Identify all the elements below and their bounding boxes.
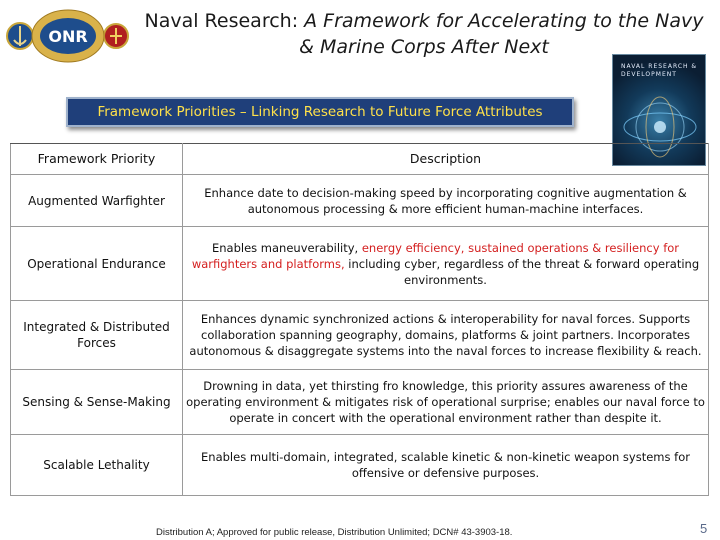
- description-text: including cyber, regardless of the threat & forward operating environments.: [344, 256, 700, 287]
- page-title: [140, 8, 708, 60]
- distribution-statement: Distribution A; Approved for public release, Distribution Unlimited; DCN# 43-3903-18.: [156, 527, 513, 538]
- logo-text: ONR: [48, 27, 88, 46]
- priority-cell: Scalable Lethality: [11, 435, 183, 496]
- column-header-description: Description: [183, 144, 709, 175]
- table-row: [11, 435, 709, 496]
- table-row: [11, 175, 709, 227]
- onr-logo-group: [6, 6, 130, 68]
- table-row: [11, 301, 709, 370]
- page-number: 5: [700, 521, 708, 536]
- priority-cell: Sensing & Sense-Making: [11, 370, 183, 435]
- section-banner: Framework Priorities – Linking Research to Future Force Attributes: [66, 97, 574, 127]
- table-row: [11, 370, 709, 435]
- table-header-row: [11, 144, 709, 175]
- title-italic: A Framework for Accelerating to the Navy & Marine Corps After Next: [299, 10, 704, 58]
- priority-cell: Augmented Warfighter: [11, 175, 183, 227]
- description-cell: [183, 370, 709, 435]
- description-cell: [183, 175, 709, 227]
- onr-logo: [6, 6, 130, 68]
- description-text: Enhance date to decision-making speed by incorporating cognitive augmentation & autonomous processing & more efficient human-machine interfaces.: [204, 185, 687, 216]
- highlighted-text: energy efficiency, sustained operations & resiliency for warfighters and platforms,: [191, 240, 680, 271]
- description-cell: [183, 435, 709, 496]
- title-plain: Naval Research:: [144, 10, 305, 32]
- description-cell: [183, 301, 709, 370]
- priority-cell: Operational Endurance: [11, 227, 183, 301]
- description-text: Enables maneuverability,: [211, 240, 362, 255]
- description-cell: [183, 227, 709, 301]
- table-row: [11, 227, 709, 301]
- description-text: Drowning in data, yet thirsting fro knowledge, this priority assures awareness of the operating environment & mitigates risk of operational surprise; enables our naval force to operate in concert with the operational environment rather than despite it.: [186, 379, 705, 425]
- description-text: Enhances dynamic synchronized actions & interoperability for naval forces. Supports collaboration spanning geography, domains, platforms & joint partners. Incorporates autonomous & disaggregate systems into the naval forces to increase flexibility & reach.: [189, 312, 702, 358]
- priority-cell: Integrated & Distributed Forces: [11, 301, 183, 370]
- column-header-priority: Framework Priority: [11, 144, 183, 175]
- book-title: NAVAL RESEARCH & DEVELOPMENT: [621, 63, 698, 78]
- priorities-table: [10, 143, 709, 496]
- description-text: Enables multi-domain, integrated, scalable kinetic & non-kinetic weapon systems for offensive or defensive purposes.: [201, 450, 690, 480]
